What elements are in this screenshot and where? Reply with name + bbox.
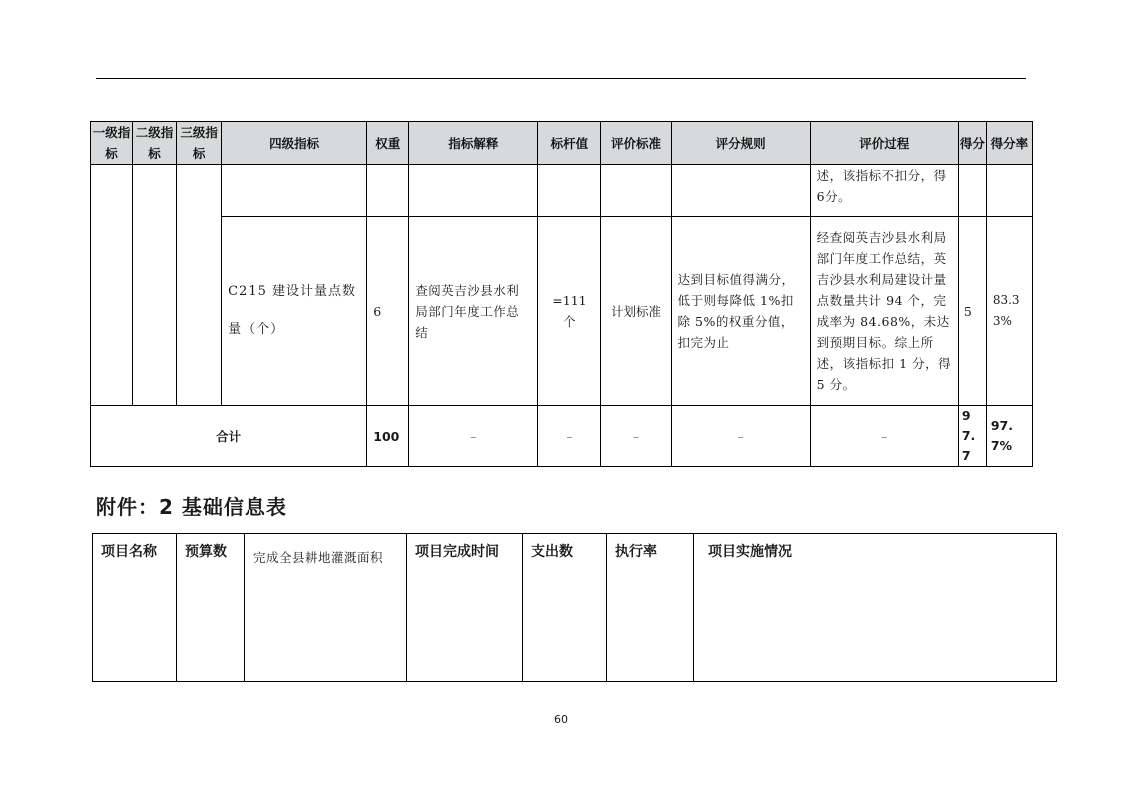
cell-process: 经查阅英吉沙县水利局部门年度工作总结，英吉沙县水利局建设计量点数量共计 94 个，完成率为 84.68%，未达到预期目标。综上所述，该指标扣 1 分，得5 分。 xyxy=(810,217,958,406)
total-score: 97.7 xyxy=(958,406,986,467)
basic-info-table xyxy=(92,533,1057,682)
total-weight: 100 xyxy=(367,406,409,467)
header-benchmark: 标杆值 xyxy=(538,122,601,165)
total-rule-dash: – xyxy=(671,406,810,467)
cell-score xyxy=(958,165,986,217)
total-label: 合计 xyxy=(91,406,367,467)
total-process-dash: – xyxy=(810,406,958,467)
cell-level1 xyxy=(91,165,133,406)
expenditure-label: 支出数 xyxy=(523,534,607,682)
header-rate: 得分率 xyxy=(986,122,1032,165)
cell-benchmark: =111 个 xyxy=(538,217,601,406)
header-level3: 三级指标 xyxy=(177,122,222,165)
budget-label: 预算数 xyxy=(177,534,245,682)
cell-indicator: C215 建设计量点数量（个） xyxy=(222,217,367,406)
implementation-label: 项目实施情况 xyxy=(694,534,1057,682)
table-row-total xyxy=(91,406,1033,467)
header-level1: 一级指标 xyxy=(91,122,133,165)
cell-score: 5 xyxy=(958,217,986,406)
budget-value: 完成全县耕地灌溉面积 xyxy=(245,534,407,682)
basic-info-row xyxy=(93,534,1057,682)
table-row-continued xyxy=(91,165,1033,217)
page-number: 60 xyxy=(554,713,568,726)
header-score: 得分 xyxy=(958,122,986,165)
total-benchmark-dash: – xyxy=(538,406,601,467)
header-rule: 评分规则 xyxy=(671,122,810,165)
cell-rule: 达到目标值得满分，低于则每降低 1%扣除 5%的权重分值，扣完为止 xyxy=(671,217,810,406)
cell-rule xyxy=(671,165,810,217)
cell-standard: 计划标准 xyxy=(601,217,671,406)
finish-time-label: 项目完成时间 xyxy=(407,534,523,682)
cell-weight xyxy=(367,165,409,217)
attachment-title: 附件：2 基础信息表 xyxy=(96,495,287,519)
cell-standard xyxy=(601,165,671,217)
cell-indicator xyxy=(222,165,367,217)
cell-benchmark xyxy=(538,165,601,217)
table-row-c215 xyxy=(91,217,1033,406)
exec-rate-label: 执行率 xyxy=(607,534,694,682)
cell-level2 xyxy=(133,165,177,406)
header-rule xyxy=(96,78,1026,79)
header-level4: 四级指标 xyxy=(222,122,367,165)
header-explain: 指标解释 xyxy=(409,122,538,165)
project-name-label: 项目名称 xyxy=(93,534,177,682)
header-process: 评价过程 xyxy=(810,122,958,165)
cell-process: 述，该指标不扣分，得6分。 xyxy=(810,165,958,217)
cell-rate: 83.33% xyxy=(986,217,1032,406)
total-standard-dash: – xyxy=(601,406,671,467)
table-header-row xyxy=(91,122,1033,165)
header-level2: 二级指标 xyxy=(133,122,177,165)
evaluation-table xyxy=(90,121,1033,467)
header-weight: 权重 xyxy=(367,122,409,165)
header-standard: 评价标准 xyxy=(601,122,671,165)
cell-explain xyxy=(409,165,538,217)
cell-weight: 6 xyxy=(367,217,409,406)
cell-rate xyxy=(986,165,1032,217)
cell-level3 xyxy=(177,165,222,406)
total-rate: 97.7% xyxy=(986,406,1032,467)
cell-explain: 查阅英吉沙县水利局部门年度工作总结 xyxy=(409,217,538,406)
total-explain-dash: – xyxy=(409,406,538,467)
